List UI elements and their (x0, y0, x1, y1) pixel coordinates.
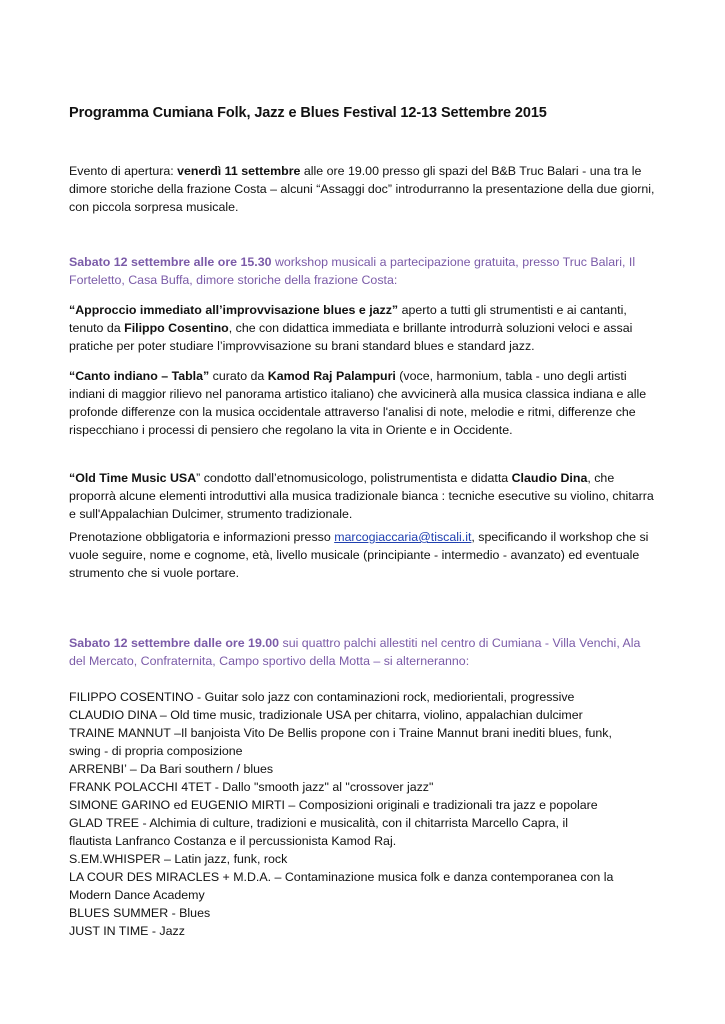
saturday-afternoon-description: workshop musicali a partecipazione gratuita, presso Truc Balari, Il Forteletto, Casa Buffa, dimore storiche della frazione Costa: (69, 255, 636, 287)
workshop-title: “Canto indiano – Tabla” (69, 369, 210, 383)
workshop-teacher: Kamod Raj Palampuri (267, 369, 396, 383)
workshop-indian-singing (69, 367, 659, 439)
workshop-teacher: Claudio Dina (511, 471, 588, 485)
lineup-item: SIMONE GARINO ed EUGENIO MIRTI – Composizioni originali e tradizionali tra jazz e popolare (69, 798, 598, 812)
opening-day: venerdì 11 settembre (177, 164, 301, 178)
booking-text: Prenotazione obbligatoria e informazioni presso (69, 530, 335, 544)
booking-text: , specificando il workshop che si vuole seguire, nome e cognome, età, livello musicale (principiante - intermedio - avanzato) ed eventuale strumento che si vuole portare. (69, 530, 649, 580)
workshop-old-time-music (69, 469, 659, 523)
lineup-item: BLUES SUMMER - Blues (69, 906, 211, 920)
workshop-title: “Old Time Music USA (69, 471, 197, 485)
lineup-item: FRANK POLACCHI 4TET - Dallo "smooth jazz" al "crossover jazz" (69, 780, 434, 794)
lineup-item: GLAD TREE - Alchimia di culture, tradizioni e musicalità, con il chitarrista Marcello Capra, il (69, 816, 569, 830)
workshop-text: curato da (209, 369, 268, 383)
workshop-text: ” condotto dall’etnomusicologo, polistrumentista e didatta (196, 471, 512, 485)
workshop-improvisation (69, 301, 659, 355)
booking-paragraph (69, 528, 659, 582)
lineup-item: S.EM.WHISPER – Latin jazz, funk, rock (69, 852, 288, 866)
lineup-item: swing - di propria composizione (69, 744, 243, 758)
saturday-afternoon-date: Sabato 12 settembre alle ore 15.30 (69, 255, 272, 269)
lineup-item: FILIPPO COSENTINO - Guitar solo jazz con contaminazioni rock, mediorientali, progressive (69, 690, 575, 704)
lineup-item: JUST IN TIME - Jazz (69, 924, 185, 938)
lineup-item: TRAINE MANNUT –Il banjoista Vito De Bellis propone con i Traine Mannut brani inediti blues, funk, (69, 726, 612, 740)
lineup-item: CLAUDIO DINA – Old time music, tradizionale USA per chitarra, violino, appalachian dulcimer (69, 708, 583, 722)
workshop-text: , che proporrà alcune elementi introduttivi alla musica tradizionale bianca : tecniche esecutive su violino, chitarra e sull'Appalachian Dulcimer, strumento tradizionale. (69, 471, 654, 521)
opening-paragraph (69, 162, 659, 216)
lineup-item: Modern Dance Academy (69, 888, 205, 902)
saturday-evening-heading (69, 634, 659, 670)
opening-text: alle ore 19.00 presso gli spazi del B&B Truc Balari - una tra le dimore storiche della frazione Costa – alcuni “Assaggi doc” introdurranno la presentazione della due giorni, con piccola sorpresa musicale. (69, 164, 655, 214)
workshop-text: , che con didattica immediata e brillante introdurrà soluzioni veloci e assai pratiche per poter studiare l’improvvisazione su brani standard blues e standard jazz. (69, 321, 633, 353)
opening-prefix: Evento di apertura: (69, 164, 178, 178)
lineup-item: LA COUR DES MIRACLES + M.D.A. – Contaminazione musica folk e danza contemporanea con la (69, 870, 614, 884)
saturday-evening-date: Sabato 12 settembre dalle ore 19.00 (69, 636, 280, 650)
workshop-text: (voce, harmonium, tabla - uno degli artisti indiani di maggior rilievo nel panorama artistico italiano) che avvicinerà alla musica classica indiana e alle profonde differenze con la musica occidentale attraverso l'analisi di note, melodie e ritmi, differenze che rispecchiano i processi di pensiero che regolano la vita in Oriente e in Occidente. (69, 369, 647, 437)
saturday-evening-description: sui quattro palchi allestiti nel centro di Cumiana - Villa Venchi, Ala del Mercato, Confraternita, Campo sportivo della Motta – si alterneranno: (69, 636, 641, 668)
workshop-title: “Approccio immediato all’improvvisazione blues e jazz” (69, 303, 399, 317)
lineup-item: flautista Lanfranco Costanza e il percussionista Kamod Raj. (69, 834, 397, 848)
saturday-afternoon-heading (69, 253, 659, 289)
lineup-list (69, 688, 669, 940)
lineup-item: ARRENBI’ – Da Bari southern / blues (69, 762, 274, 776)
workshop-text: aperto a tutti gli strumentisti e ai cantanti, tenuto da (69, 303, 627, 335)
workshop-teacher: Filippo Cosentino (124, 321, 229, 335)
page-title: Programma Cumiana Folk, Jazz e Blues Festival 12-13 Settembre 2015 (69, 105, 547, 121)
booking-email-link[interactable]: marcogiaccaria@tiscali.it (334, 530, 472, 544)
